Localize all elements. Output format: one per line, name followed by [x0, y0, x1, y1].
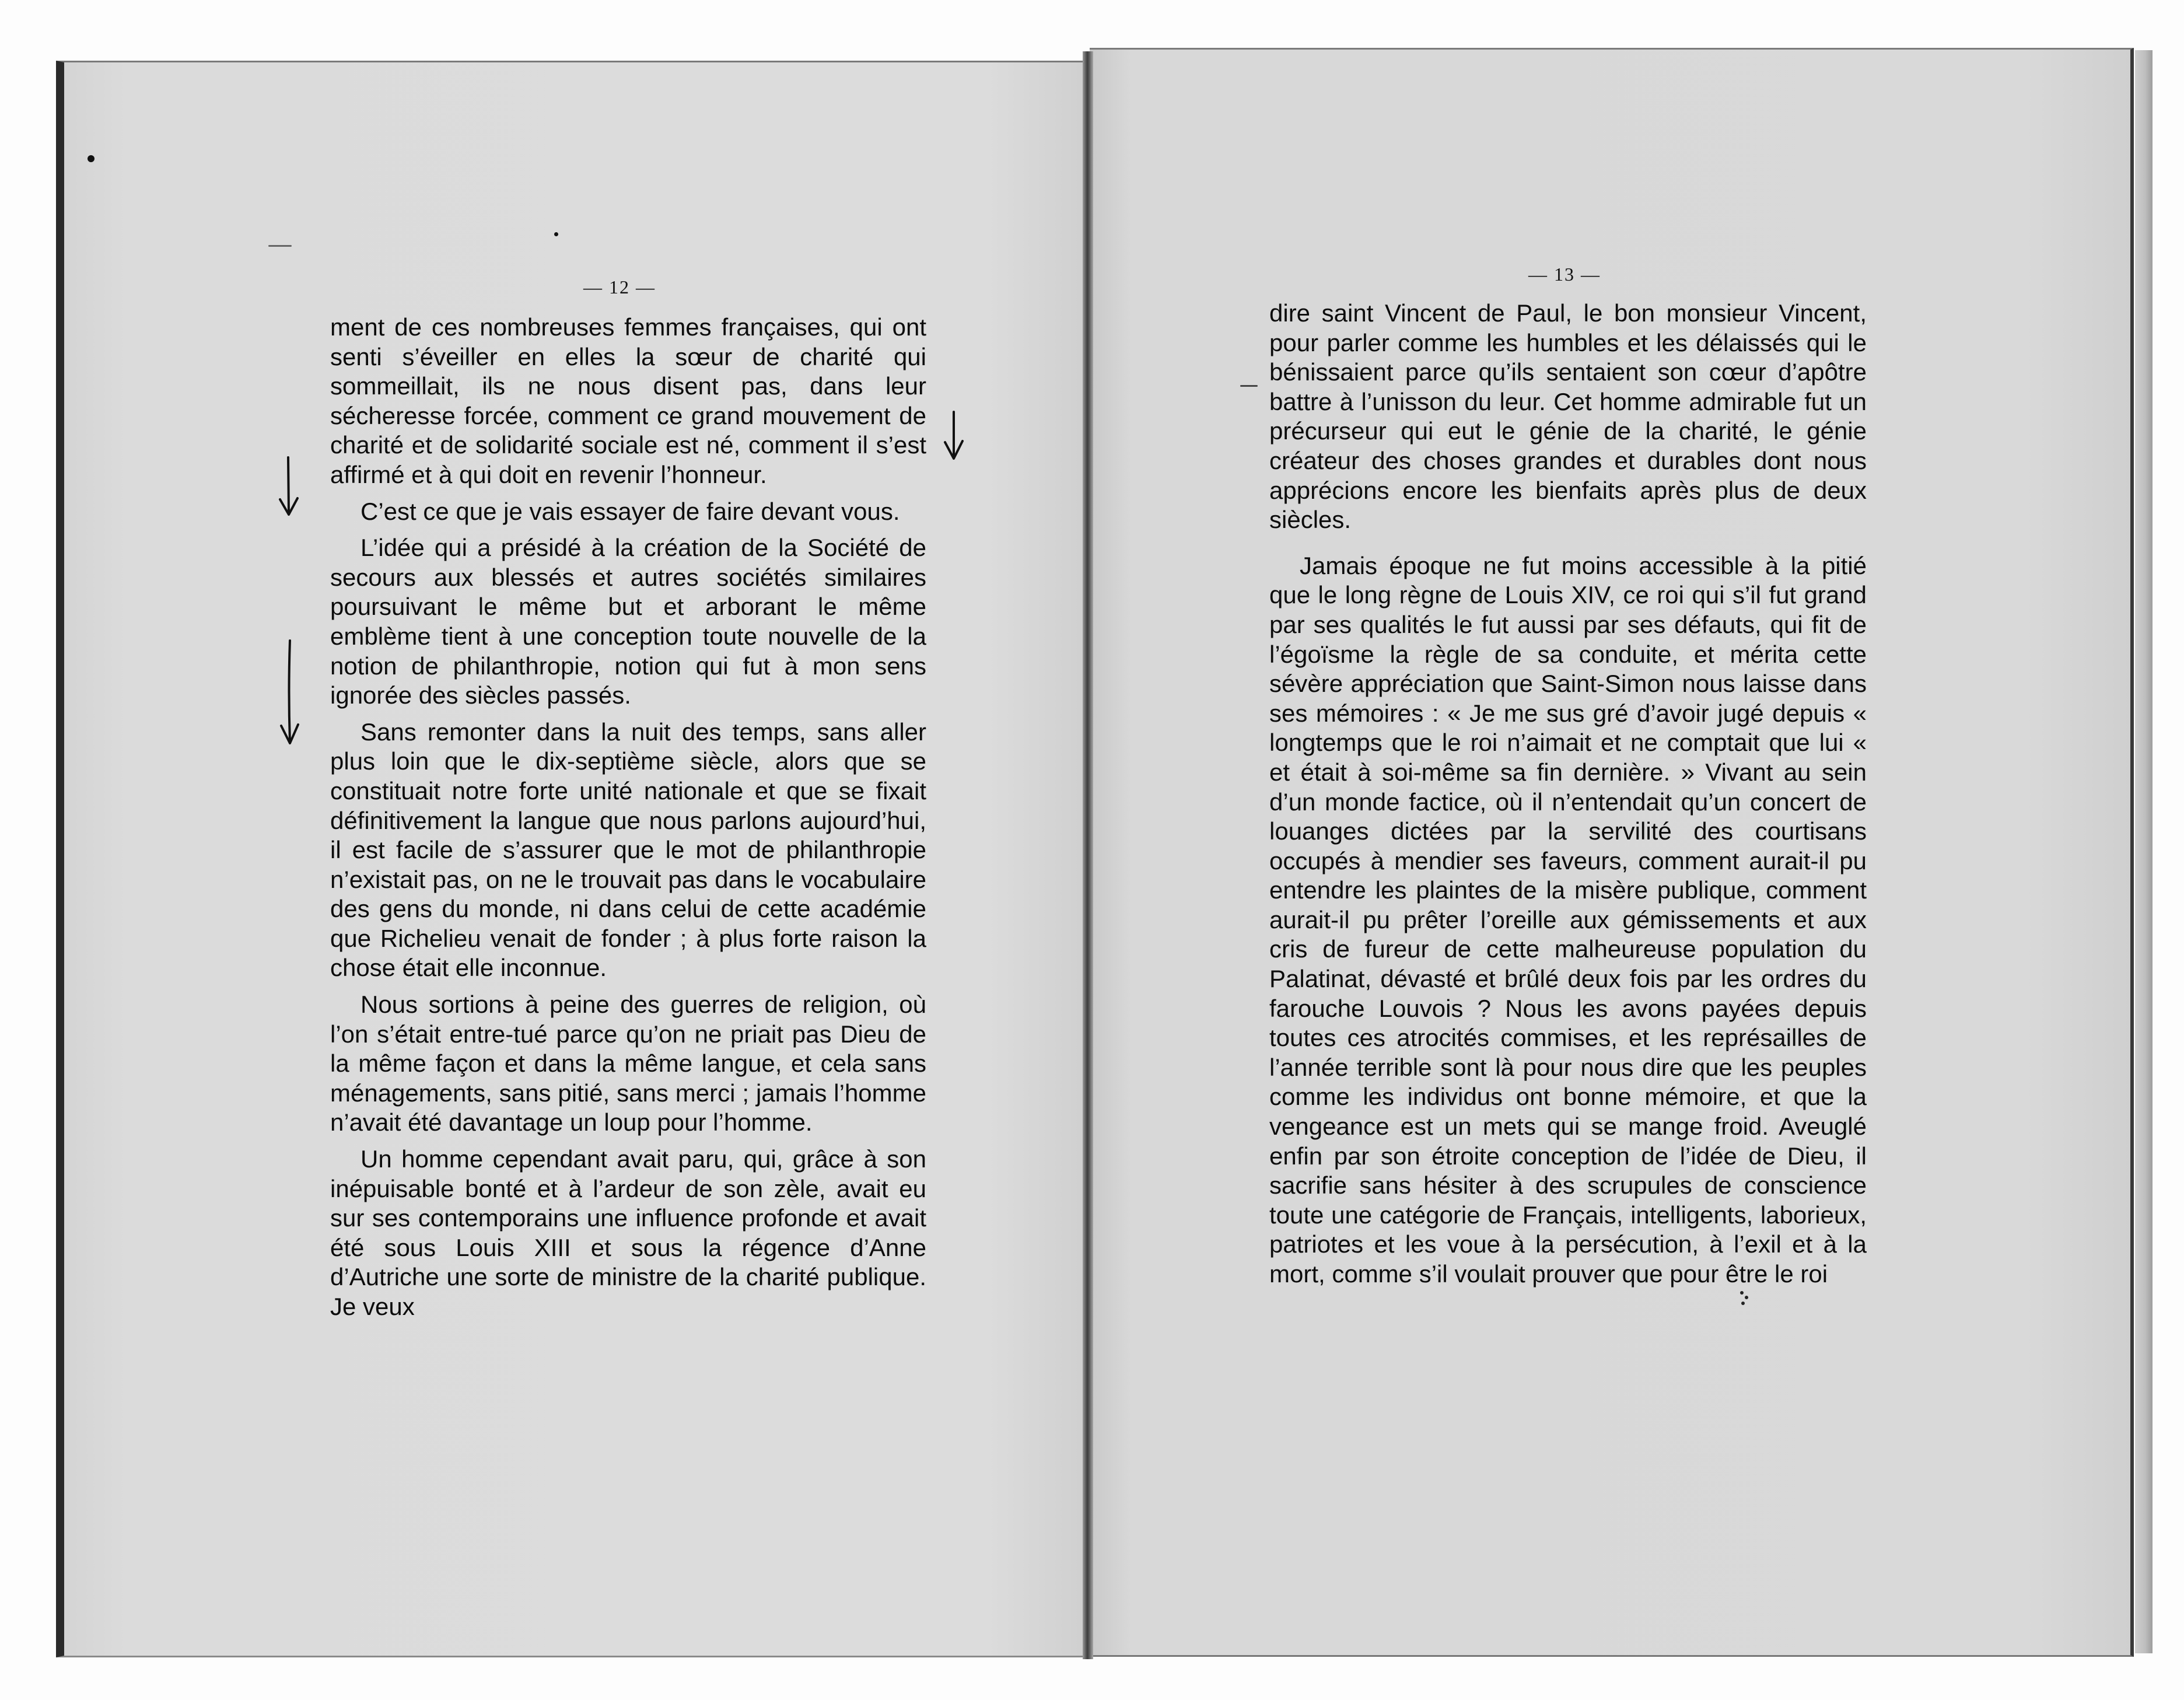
- book-spine: [1083, 51, 1093, 1659]
- ink-dot: [268, 245, 292, 247]
- paragraph: Jamais époque ne fut moins accessible à la pitié que le long règne de Louis XIV, ce roi qui s’il fut grand par ses qualités le fut aussi par ses défauts, qui fit de l’égoïsme la règle de sa conduite, et mérita cette sévère appréciation que Saint-Simon nous laisse dans ses mémoires : « Je me sus gré d’avoir jugé depuis « longtemps que le roi n’aimait et ne comptait que lui « et était à soi-même sa fin dernière. » Vivant au sein d’un monde factice, où il n’entendait qu’un concert de louanges dictées par la servilité des courtisans occupés à mendier ses faveurs, comment aurait-il pu entendre les plaintes de la misère publique, comment aurait-il pu prêter l’oreille aux gémissements et aux cris de fureur de cette malheureuse population du Palatinat, dévasté et brûlé deux fois par les ordres du farouche Louvois ? Nous les avons payées depuis toutes ces atrocités commises, et les représailles de l’année terrible sont là pour nous dire que les peuples comme les individus ont bonne mémoire, et que la vengeance est un mets qui se mange froid. Aveuglé enfin par son étroite conception de l’idée de Dieu, il sacrifie sans hésiter à des scrupules de conscience toute une catégorie de Français, intelligents, laborieux, patriotes et les voue à la persécution, à l’exil et à la mort, comme s’il voulait prouver que pour être le roi: [1269, 551, 1867, 1288]
- paragraph: Nous sortions à peine des guerres de religion, où l’on s’était entre-tué parce qu’on ne priait pas Dieu de la même façon et dans la même langue, et cela sans ménagements, sans pitié, sans merci ; jamais l’homme n’avait été davantage un loup pour l’homme.: [330, 991, 926, 1136]
- page-edge: [2135, 50, 2152, 1653]
- ink-dot: [1240, 385, 1258, 387]
- page-number-left: — 12 —: [583, 277, 656, 298]
- arrow-down-mark: [275, 638, 304, 749]
- paragraph: Sans remonter dans la nuit des temps, sans aller plus loin que le dix-septième siècle, alors que se constituait notre forte unité nationale et que se fixait définitivement la langue que nous parlons aujourd’hui, il est facile de s’assurer que le mot de philanthropie n’existait pas, on ne le trouvait pas dans le vocabulaire des gens du monde, ni dans celui de cette académie que Richelieu venait de fonder ; à plus forte raison la chose était elle inconnue.: [330, 718, 926, 982]
- right-text-column: [1269, 299, 1867, 1289]
- arrow-down-mark: [939, 411, 968, 463]
- arrow-down-mark: [1738, 1289, 1750, 1307]
- left-text-column: [330, 313, 926, 1322]
- paragraph: Un homme cependant avait paru, qui, grâce à son inépuisable bonté et à l’ardeur de son zèle, avait eu sur ses contemporains une influence profonde et avait été sous Louis XIII et sous la régence d’Anne d’Autriche une sorte de ministre de la charité publique. Je veux: [330, 1145, 926, 1320]
- ink-dot: [554, 232, 558, 236]
- paragraph: L’idée qui a présidé à la création de la Société de secours aux blessés et autres sociétés similaires poursuivant le même but et arborant le même emblème tient à une conception toute nouvelle de la notion de philanthropie, notion qui fut à mon sens ignorée des siècles passés.: [330, 534, 926, 709]
- page-number-right: — 13 —: [1528, 264, 1601, 285]
- paragraph: dire saint Vincent de Paul, le bon monsieur Vincent, pour parler comme les humbles et les délaissés qui le bénissaient parce qu’ils sentaient son cœur d’apôtre battre à l’unisson du leur. Cet homme admirable fut un précurseur qui eut le génie de la charité, le génie créateur des choses grandes et durables dont nous apprécions encore les bienfaits après plus de deux siècles.: [1269, 299, 1867, 534]
- paragraph: C’est ce que je vais essayer de faire devant vous.: [360, 497, 900, 525]
- ink-dot: [88, 155, 94, 162]
- paragraph: ment de ces nombreuses femmes françaises, qui ont senti s’éveiller en elles la sœur de charité qui sommeillait, ils ne nous disent pas, dans leur sécheresse forcée, comment ce grand mouvement de charité et de solidarité sociale est né, comment il s’est affirmé et à qui doit en revenir l’honneur.: [330, 313, 926, 488]
- arrow-down-mark: [274, 455, 303, 519]
